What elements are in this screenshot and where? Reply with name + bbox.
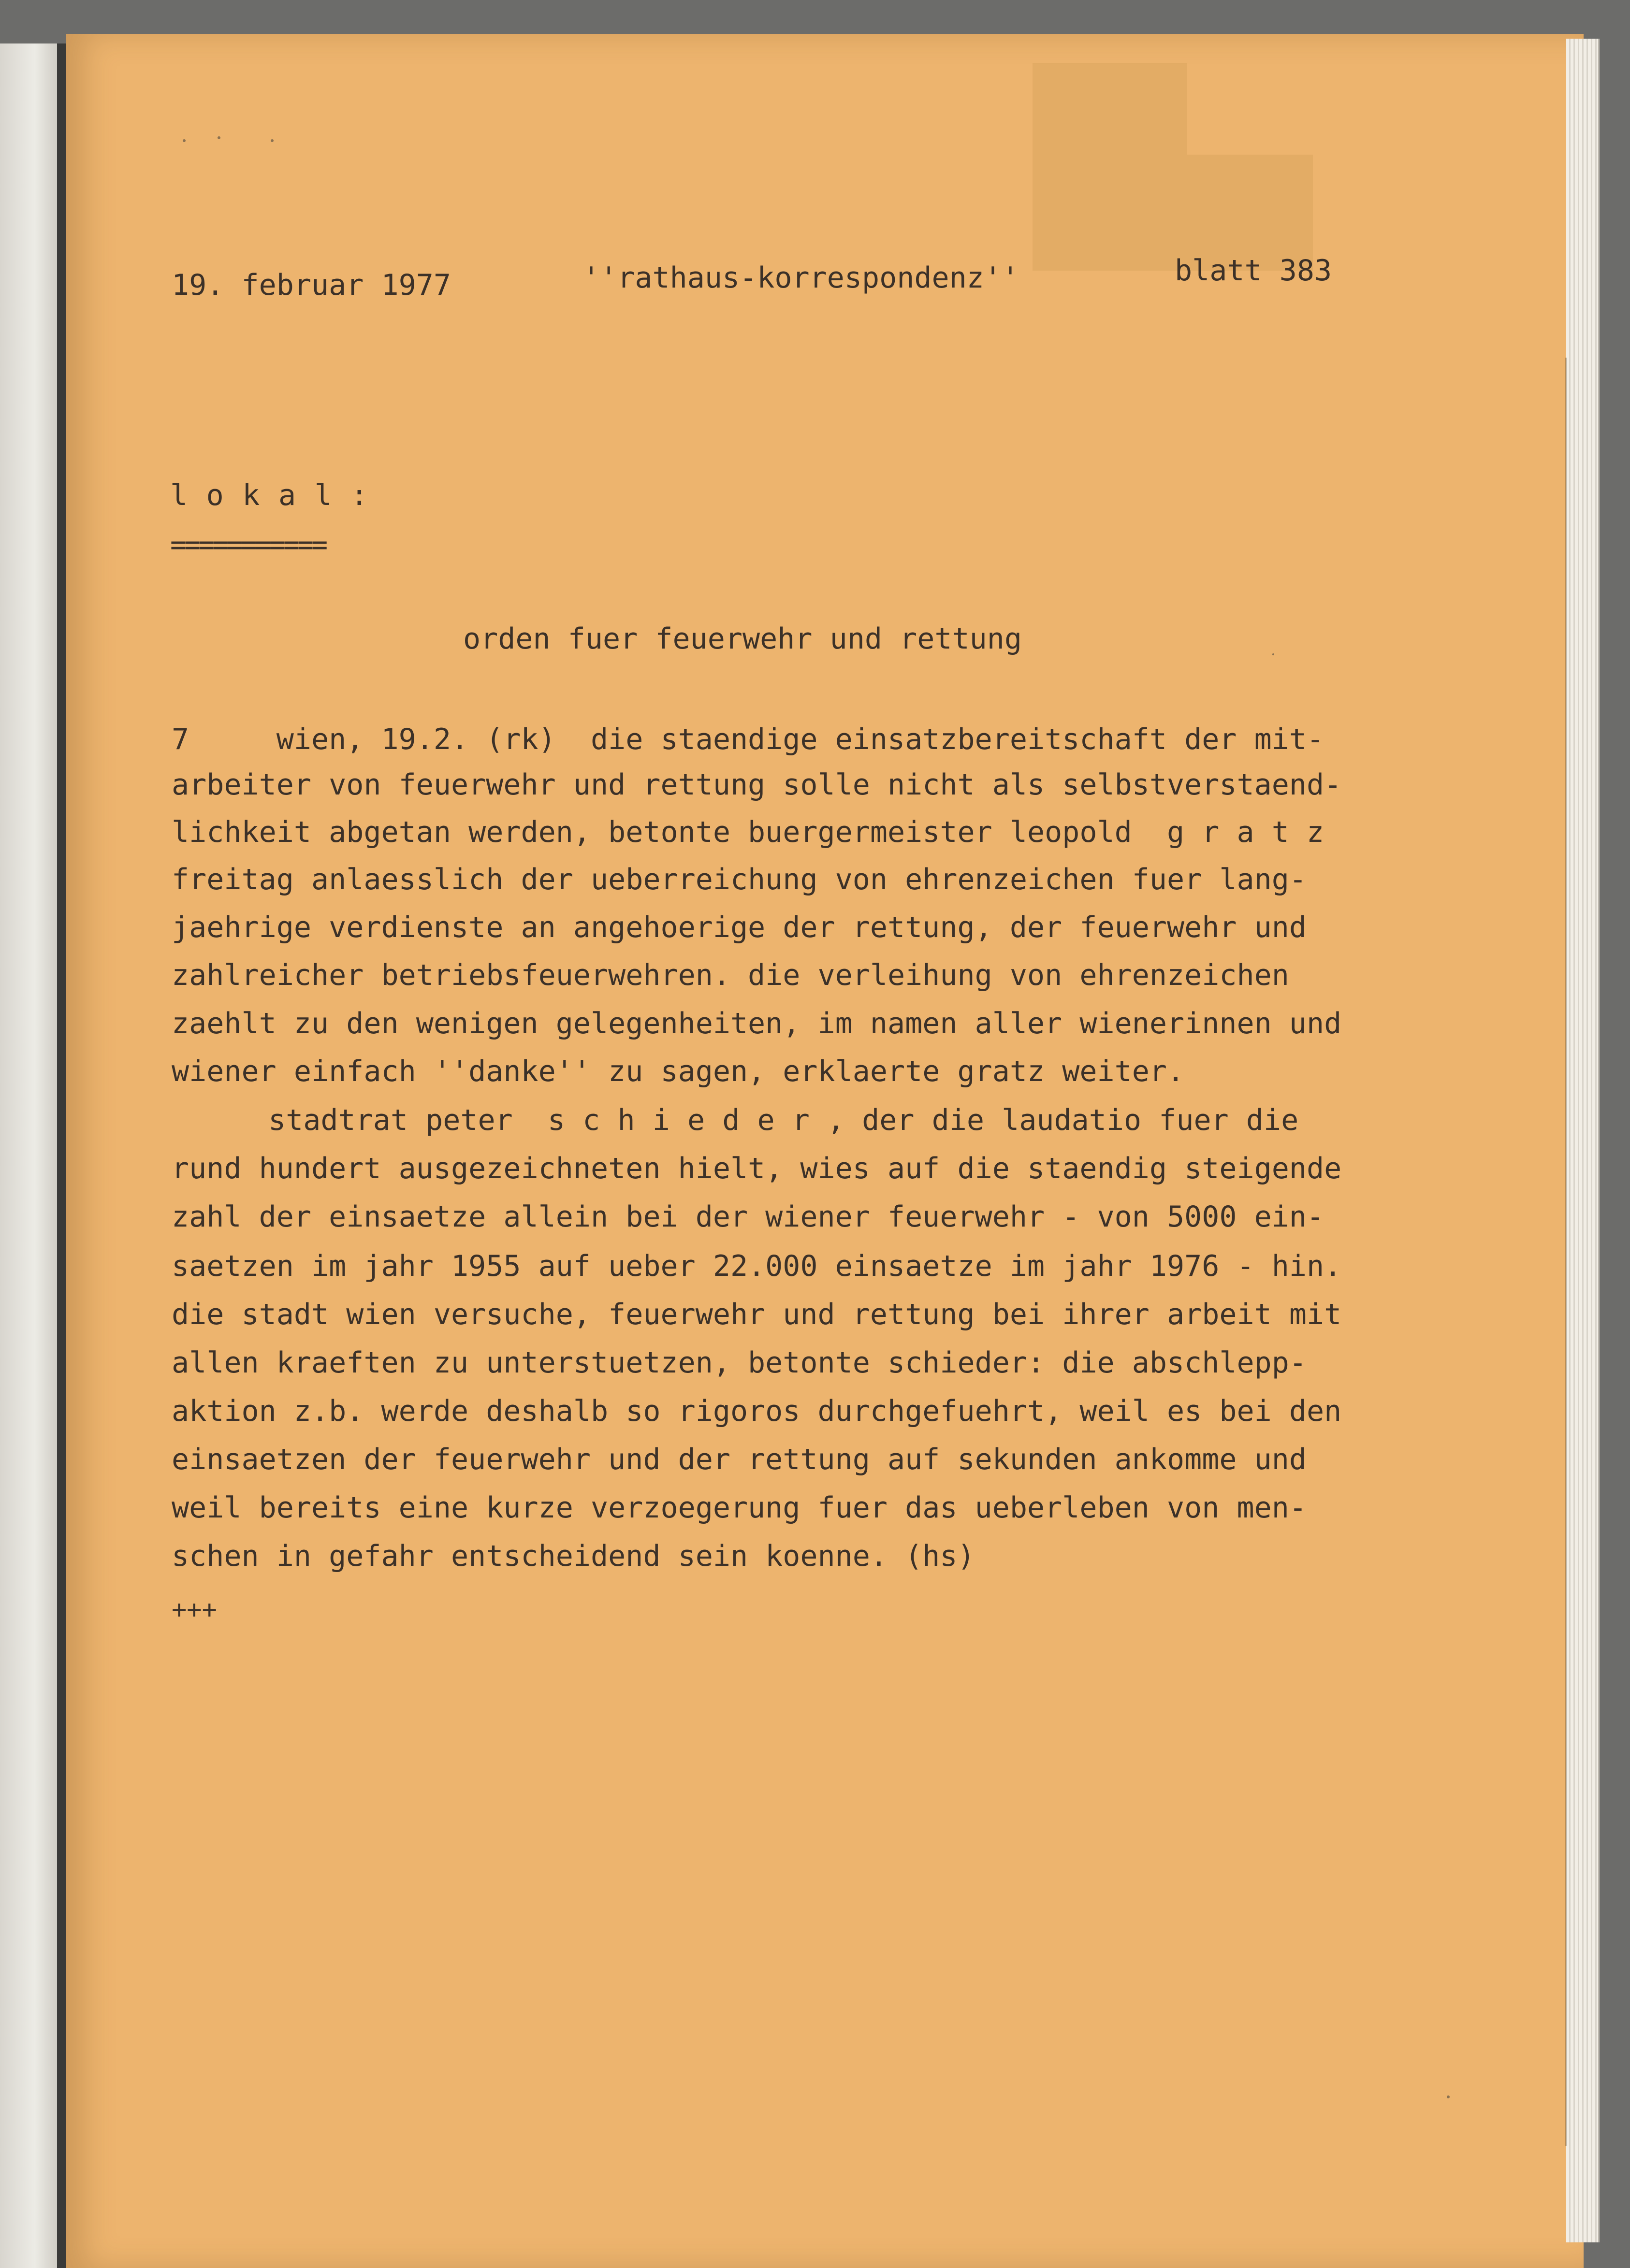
- article-headline: orden fuer feuerwehr und rettung: [463, 622, 1022, 656]
- binding-edge: [57, 43, 66, 2268]
- paper-speck: [218, 136, 220, 139]
- paper-speck: [1447, 2095, 1450, 2098]
- body-line: schen in gefahr entscheidend sein koenne. (hs): [172, 1539, 975, 1573]
- body-line: zahl der einsaetze allein bei der wiener feuerwehr - von 5000 ein-: [172, 1200, 1324, 1234]
- body-line: freitag anlaesslich der ueberreichung von ehrenzeichen fuer lang-: [172, 863, 1307, 896]
- show-through-mark: [1187, 155, 1313, 271]
- body-line: arbeiter von feuerwehr und rettung solle nicht als selbstverstaend-: [172, 768, 1342, 802]
- header-publication: ''rathaus-korrespondenz'': [582, 261, 1019, 295]
- paper-speck: [1272, 653, 1274, 655]
- header-sheet-number: blatt 383: [1175, 254, 1332, 288]
- body-line: aktion z.b. werde deshalb so rigoros durchgefuehrt, weil es bei den: [172, 1394, 1342, 1428]
- body-line: lichkeit abgetan werden, betonte buergermeister leopold g r a t z: [172, 815, 1324, 849]
- paper-speck: [183, 139, 186, 142]
- body-line: allen kraeften zu unterstuetzen, betonte schieder: die abschlepp-: [172, 1346, 1307, 1380]
- body-line: weil bereits eine kurze verzoegerung fuer das ueberleben von men-: [172, 1491, 1307, 1525]
- body-line: wiener einfach ''danke'' zu sagen, erklaerte gratz weiter.: [172, 1055, 1185, 1088]
- paper-speck: [271, 139, 274, 142]
- section-label: l o k a l :: [170, 478, 369, 512]
- body-line: rund hundert ausgezeichneten hielt, wies auf die staendig steigende: [172, 1152, 1342, 1185]
- page-fold-line: [1565, 358, 1567, 2146]
- document-sheet: [66, 34, 1584, 2268]
- body-line: jaehrige verdienste an angehoerige der rettung, der feuerwehr und: [172, 910, 1307, 944]
- page-stack-edge: [1566, 39, 1600, 2242]
- section-underline: ===========: [170, 529, 326, 561]
- body-line: die stadt wien versuche, feuerwehr und rettung bei ihrer arbeit mit: [172, 1298, 1342, 1331]
- show-through-mark: [1033, 63, 1187, 271]
- body-line: einsaetzen der feuerwehr und der rettung auf sekunden ankomme und: [172, 1443, 1307, 1476]
- body-line: 7 wien, 19.2. (rk) die staendige einsatzbereitschaft der mit-: [172, 722, 1324, 756]
- header-date: 19. februar 1977: [172, 268, 451, 302]
- left-facing-page: [0, 43, 58, 2268]
- body-line: stadtrat peter s c h i e d e r , der die laudatio fuer die: [268, 1103, 1299, 1137]
- body-line: zahlreicher betriebsfeuerwehren. die verleihung von ehrenzeichen: [172, 958, 1289, 992]
- body-line: saetzen im jahr 1955 auf ueber 22.000 einsaetze im jahr 1976 - hin.: [172, 1249, 1342, 1283]
- end-mark: +++: [172, 1595, 217, 1624]
- body-line: zaehlt zu den wenigen gelegenheiten, im namen aller wienerinnen und: [172, 1007, 1342, 1040]
